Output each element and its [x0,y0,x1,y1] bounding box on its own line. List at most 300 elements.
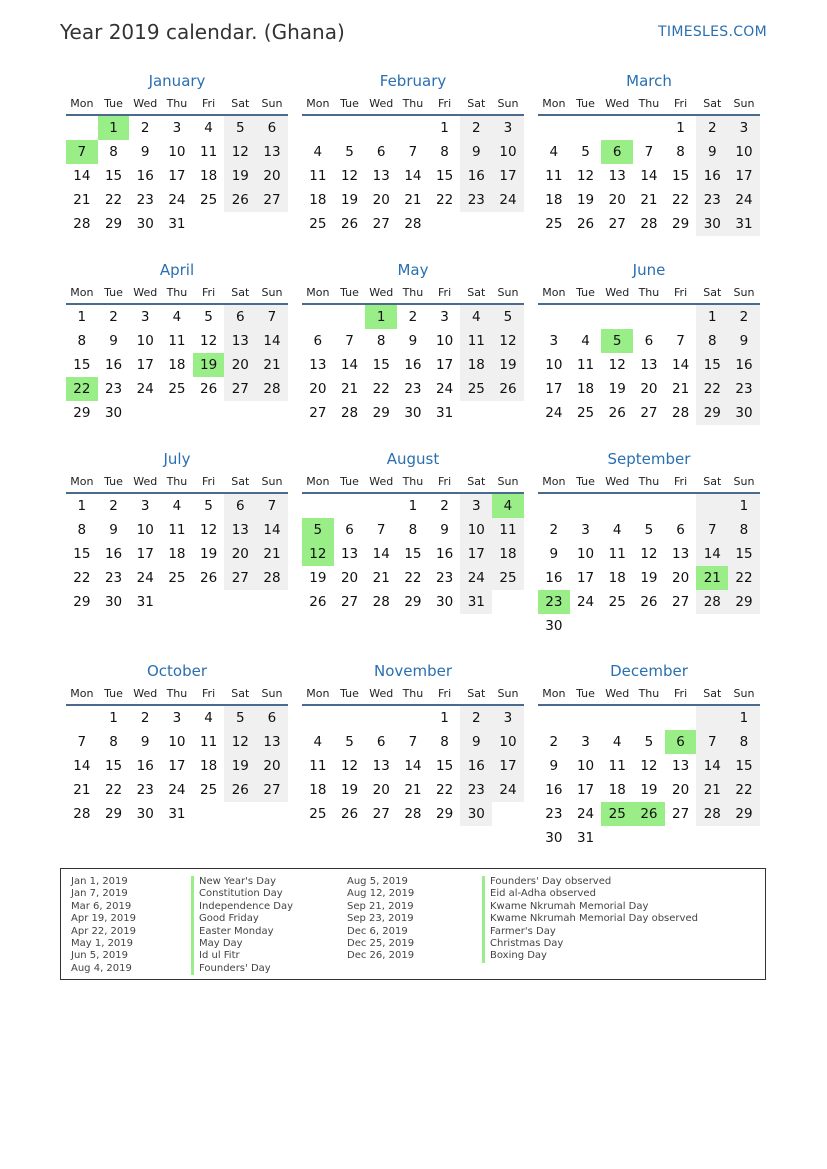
day-cell: 10 [576,758,595,774]
empty-day-cell [665,305,697,329]
day-cell: 5 [492,305,524,329]
empty-day-cell [570,305,602,329]
day-cell: 13 [672,758,690,774]
week-row [302,329,524,353]
week-row [538,826,760,850]
day-cell: 29 [372,405,390,421]
empty-day-cell [365,494,397,518]
empty-day-cell [665,614,697,638]
day-cell: 31 [168,806,186,822]
holiday-date: Dec 6, 2019 [347,925,408,937]
weekday-label: Wed [133,687,158,700]
day-cell: 10 [168,734,186,750]
weekday-label: Tue [340,286,359,299]
day-cell: 10 [136,522,154,538]
day-cell: 9 [460,730,492,754]
day-cell: 13 [608,168,626,184]
day-cell: 22 [372,381,390,397]
day-cell: 30 [728,401,760,425]
day-cell: 7 [696,730,728,754]
holiday-date: Aug 5, 2019 [347,876,408,887]
day-cell: 9 [140,144,150,160]
weekday-label: Tue [576,475,595,488]
holiday-date: Mar 6, 2019 [71,900,132,912]
site-link[interactable]: TIMESLES.COM [658,24,767,40]
day-cell: 28 [696,590,728,614]
day-cell: 24 [136,570,154,586]
day-cell: 6 [376,144,386,160]
day-cell: 30 [136,216,154,232]
week-row [538,754,760,778]
month-january [66,70,288,236]
weekday-label: Thu [166,97,188,110]
day-cell: 2 [728,305,760,329]
day-cell: 14 [672,357,690,373]
empty-day-cell [570,706,602,730]
day-cell: 29 [436,806,454,822]
day-cell: 23 [538,590,570,614]
weekday-label: Sat [231,687,250,700]
month-name: July [163,450,191,468]
day-cell: 26 [224,778,256,802]
empty-day-cell [429,212,461,236]
day-cell: 16 [545,570,563,586]
weekday-label: Fri [202,687,216,700]
week-row [538,494,760,518]
day-cell: 14 [696,542,728,566]
day-cell: 14 [73,168,91,184]
day-cell: 1 [676,120,685,136]
day-cell: 9 [109,522,118,538]
weekday-label: Thu [402,687,424,700]
day-cell: 3 [172,120,182,136]
day-cell: 31 [168,216,186,232]
day-cell: 1 [440,710,449,726]
week-row [302,212,524,236]
day-cell: 28 [256,377,288,401]
day-cell: 1 [77,309,87,325]
day-cell: 24 [492,778,524,802]
weekday-label: Mon [306,687,330,700]
day-cell: 4 [460,305,492,329]
day-cell: 26 [340,806,359,822]
day-cell: 4 [204,120,213,136]
day-cell: 10 [460,518,492,542]
holiday-name: New Year's Day [191,876,293,888]
holiday-date: Aug 12, 2019 [347,888,415,900]
month-november [302,660,524,826]
week-row [302,494,524,518]
day-cell: 23 [545,806,563,822]
day-cell: 5 [644,734,654,750]
weekday-label: Fri [674,286,688,299]
day-cell: 30 [136,806,154,822]
day-cell: 3 [492,706,524,730]
week-row [66,566,288,590]
day-cell: 11 [168,333,186,349]
day-cell: 6 [224,305,256,329]
empty-day-cell [224,590,256,614]
empty-day-cell [492,401,524,425]
empty-day-cell [224,802,256,826]
day-cell: 19 [640,570,658,586]
weekday-label: Sat [467,97,486,110]
day-cell: 8 [109,144,118,160]
empty-day-cell [696,494,728,518]
holiday-dates-col-2 [347,876,414,963]
week-row [66,212,288,236]
holiday-name: Boxing Day [482,950,698,962]
day-cell: 13 [256,140,288,164]
day-cell: 1 [728,494,760,518]
weekday-label: Wed [133,286,158,299]
month-august [302,448,524,614]
day-cell: 4 [492,494,524,518]
week-row [66,754,288,778]
day-cell: 2 [408,309,418,325]
weekday-label: Tue [340,97,359,110]
day-cell: 2 [109,498,118,514]
empty-day-cell [633,116,665,140]
weekday-label: Sat [231,475,250,488]
day-cell: 1 [77,498,87,514]
month-april [66,259,288,425]
day-cell: 21 [256,542,288,566]
weekday-label: Tue [104,475,123,488]
day-cell: 22 [696,377,728,401]
empty-day-cell [193,401,225,425]
week-row [302,116,524,140]
day-cell: 8 [376,333,386,349]
holiday-date: Jun 5, 2019 [71,950,128,962]
weekday-label: Mon [70,475,94,488]
empty-day-cell [633,494,665,518]
day-cell: 2 [460,706,492,730]
day-cell: 17 [136,546,154,562]
day-cell: 22 [104,192,123,208]
day-cell: 28 [256,566,288,590]
week-row [538,566,760,590]
weekday-label: Wed [605,97,630,110]
empty-day-cell [334,494,366,518]
empty-day-cell [334,305,366,329]
week-row [538,116,760,140]
day-cell: 12 [608,357,626,373]
holidays-legend [60,868,766,980]
day-cell: 4 [172,498,182,514]
day-cell: 4 [313,734,323,750]
day-cell: 7 [345,333,354,349]
weekday-label: Wed [133,475,158,488]
day-cell: 15 [73,546,91,562]
week-row [538,518,760,542]
day-cell: 11 [309,758,327,774]
day-cell: 27 [256,188,288,212]
weekday-label: Tue [104,687,123,700]
day-cell: 20 [224,542,256,566]
weekday-label: Fri [438,97,452,110]
week-row [538,802,760,826]
day-cell: 1 [98,116,130,140]
day-cell: 23 [460,188,492,212]
weekday-label: Sun [733,286,755,299]
day-cell: 16 [104,546,123,562]
day-cell: 17 [545,381,563,397]
day-cell: 29 [404,594,422,610]
day-cell: 11 [608,758,626,774]
day-cell: 20 [224,353,256,377]
day-cell: 8 [440,734,449,750]
day-cell: 16 [436,546,454,562]
day-cell: 23 [404,381,422,397]
day-cell: 14 [256,329,288,353]
holiday-name: Kwame Nkrumah Memorial Day [482,901,698,913]
day-cell: 2 [109,309,118,325]
day-cell: 19 [640,782,658,798]
day-cell: 29 [104,806,123,822]
day-cell: 7 [408,144,418,160]
empty-day-cell [492,212,524,236]
weekday-header [302,281,524,305]
month-name: March [626,72,672,90]
empty-day-cell [601,826,633,850]
day-cell: 6 [676,522,685,538]
weekday-label: Tue [104,97,123,110]
weekday-label: Mon [542,475,566,488]
day-cell: 22 [436,782,454,798]
week-row [302,590,524,614]
empty-day-cell [256,590,288,614]
day-cell: 20 [256,164,288,188]
day-cell: 9 [440,522,449,538]
day-cell: 30 [545,830,563,846]
day-cell: 5 [345,144,354,160]
day-cell: 20 [640,381,658,397]
weekday-label: Tue [340,475,359,488]
day-cell: 15 [73,357,91,373]
day-cell: 30 [460,802,492,826]
holiday-name: Eid al-Adha observed [482,888,698,900]
day-cell: 17 [136,357,154,373]
day-cell: 8 [728,518,760,542]
day-cell: 18 [168,546,186,562]
day-cell: 24 [728,188,760,212]
empty-day-cell [224,401,256,425]
day-cell: 26 [200,381,218,397]
day-cell: 20 [372,782,390,798]
empty-day-cell [397,116,429,140]
day-cell: 25 [460,377,492,401]
day-cell: 30 [104,594,123,610]
day-cell: 11 [608,546,626,562]
week-row [538,140,760,164]
day-cell: 31 [576,830,595,846]
weekday-label: Sat [703,286,722,299]
day-cell: 3 [172,710,182,726]
day-cell: 27 [309,405,327,421]
weekday-header [66,682,288,706]
day-cell: 5 [224,116,256,140]
day-cell: 15 [672,168,690,184]
weekday-label: Mon [70,97,94,110]
day-cell: 21 [372,570,390,586]
day-cell: 8 [676,144,685,160]
day-cell: 23 [136,192,154,208]
day-cell: 25 [608,594,626,610]
empty-day-cell [302,494,334,518]
day-cell: 26 [309,594,327,610]
day-cell: 12 [340,758,359,774]
day-cell: 1 [365,305,397,329]
day-cell: 3 [728,116,760,140]
holiday-name: May Day [191,938,293,950]
week-row [66,542,288,566]
day-cell: 19 [224,754,256,778]
day-cell: 6 [601,140,633,164]
holiday-name: Farmer's Day [482,926,698,938]
weekday-label: Sun [497,475,519,488]
day-cell: 26 [492,377,524,401]
week-row [538,353,760,377]
weekday-header [302,682,524,706]
day-cell: 6 [313,333,323,349]
day-cell: 9 [549,758,559,774]
day-cell: 21 [340,381,359,397]
day-cell: 13 [224,518,256,542]
day-cell: 18 [168,357,186,373]
empty-day-cell [492,802,524,826]
weekday-label: Thu [638,475,660,488]
weekday-label: Sat [231,97,250,110]
day-cell: 29 [696,401,728,425]
week-row [66,116,288,140]
day-cell: 21 [404,192,422,208]
day-cell: 21 [404,782,422,798]
week-row [538,164,760,188]
day-cell: 14 [696,754,728,778]
day-cell: 8 [728,730,760,754]
page-title: Year 2019 calendar. (Ghana) [60,20,345,44]
weekday-header [538,281,760,305]
holiday-name: Kwame Nkrumah Memorial Day observed [482,913,698,925]
week-row [66,188,288,212]
day-cell: 27 [608,216,626,232]
day-cell: 6 [224,494,256,518]
day-cell: 8 [440,144,449,160]
day-cell: 4 [204,710,213,726]
day-cell: 24 [576,806,595,822]
day-cell: 22 [73,570,91,586]
month-name: October [146,662,208,680]
day-cell: 6 [256,706,288,730]
day-cell: 16 [136,168,154,184]
day-cell: 17 [436,357,454,373]
day-cell: 12 [492,329,524,353]
week-row [66,305,288,329]
day-cell: 24 [436,381,454,397]
day-cell: 25 [492,566,524,590]
weekday-label: Wed [369,286,394,299]
empty-day-cell [302,116,334,140]
empty-day-cell [193,802,225,826]
day-cell: 8 [77,522,87,538]
day-cell: 7 [256,305,288,329]
weekday-label: Mon [306,97,330,110]
day-cell: 12 [302,542,334,566]
day-cell: 6 [345,522,354,538]
weekday-label: Mon [542,97,566,110]
holiday-name: Independence Day [191,901,293,913]
day-cell: 20 [372,192,390,208]
month-september [538,448,760,638]
day-cell: 9 [696,140,728,164]
day-cell: 13 [640,357,658,373]
day-cell: 23 [696,188,728,212]
holiday-date: Jan 7, 2019 [71,888,128,900]
weekday-label: Thu [166,687,188,700]
day-cell: 25 [576,405,595,421]
weekday-label: Wed [605,475,630,488]
holiday-date: Jan 1, 2019 [71,876,128,887]
day-cell: 12 [340,168,359,184]
day-cell: 15 [728,542,760,566]
day-cell: 11 [492,518,524,542]
weekday-label: Fri [438,687,452,700]
day-cell: 24 [545,405,563,421]
day-cell: 2 [549,734,559,750]
day-cell: 25 [200,192,218,208]
day-cell: 15 [728,754,760,778]
day-cell: 19 [309,570,327,586]
day-cell: 12 [576,168,595,184]
month-december [538,660,760,850]
day-cell: 27 [372,806,390,822]
month-october [66,660,288,826]
day-cell: 13 [309,357,327,373]
week-row [302,305,524,329]
holiday-date: Dec 25, 2019 [347,938,415,950]
day-cell: 27 [224,566,256,590]
day-cell: 30 [104,405,123,421]
empty-day-cell [302,706,334,730]
empty-day-cell [665,706,697,730]
day-cell: 27 [372,216,390,232]
day-cell: 13 [256,730,288,754]
weekday-label: Thu [638,97,660,110]
empty-day-cell [696,614,728,638]
day-cell: 14 [256,518,288,542]
day-cell: 6 [376,734,386,750]
weekday-header [538,470,760,494]
weekday-label: Tue [104,286,123,299]
week-row [538,614,760,638]
day-cell: 2 [140,120,150,136]
week-row [66,706,288,730]
day-cell: 16 [545,782,563,798]
day-cell: 14 [372,546,390,562]
day-cell: 2 [549,522,559,538]
day-cell: 17 [168,168,186,184]
holiday-date: Dec 26, 2019 [347,950,415,962]
month-june [538,259,760,425]
day-cell: 17 [576,782,595,798]
week-row [538,778,760,802]
day-cell: 20 [340,570,359,586]
empty-day-cell [302,305,334,329]
day-cell: 30 [696,212,728,236]
weekday-label: Sat [467,475,486,488]
day-cell: 18 [200,758,218,774]
